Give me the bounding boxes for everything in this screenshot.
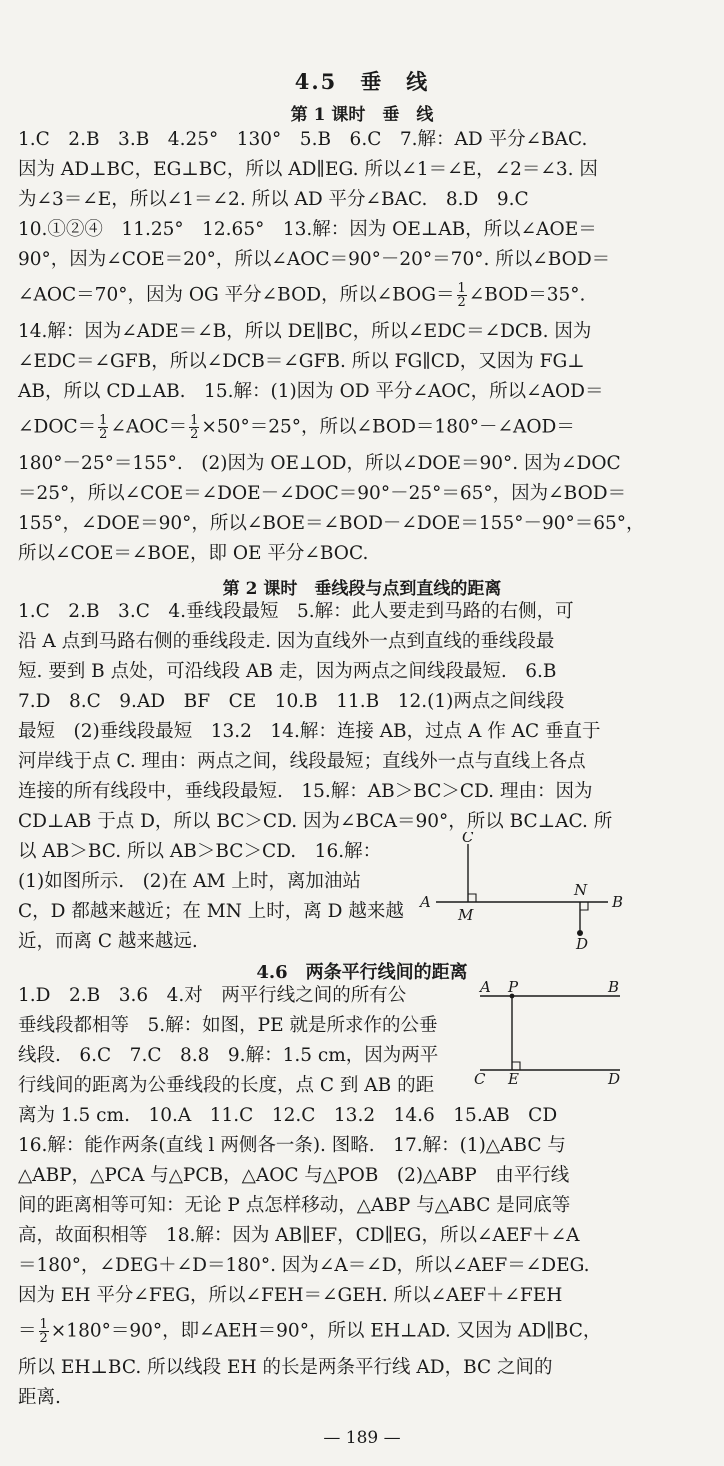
- text-line: 近，而离 C 越来越远.: [18, 931, 198, 952]
- text-line: 短. 要到 B 点处，可沿线段 AB 走，因为两点之间线段最短. 6.B: [18, 661, 557, 682]
- text-line: 连接的所有线段中，垂线段最短. 15.解：AB＞BC＞CD. 理由：因为: [18, 781, 593, 802]
- fraction: [457, 282, 467, 309]
- text-segment: ×50°＝25°，所以∠BOD＝180°－∠AOD＝: [201, 416, 575, 438]
- page-number: — 189 —: [323, 1428, 401, 1448]
- fraction-den: 2: [457, 295, 466, 310]
- label-d: D: [576, 935, 589, 950]
- text-line: 因为 EH 平分∠FEG，所以∠FEH＝∠GEH. 所以∠AEF＋∠FEH: [18, 1285, 563, 1306]
- text-segment: ∠AOC＝70°，因为 OG 平分∠BOD，所以∠BOG＝: [18, 284, 455, 306]
- fraction-num: 1: [190, 413, 199, 428]
- text-line: 因为 AD⊥BC，EG⊥BC，所以 AD∥EG. 所以∠1＝∠E，∠2＝∠3. 因: [18, 159, 598, 180]
- text-segment: ×180°＝90°，即∠AEH＝90°，所以 EH⊥AD. 又因为 AD∥BC，: [50, 1320, 602, 1342]
- text-line: 180°－25°＝155°. (2)因为 OE⊥OD，所以∠DOE＝90°. 因为∠DOC: [18, 453, 621, 474]
- text-line: 线段. 6.C 7.C 8.8 9.解：1.5 cm，因为两平: [18, 1045, 439, 1066]
- text-line: CD⊥AB 于点 D，所以 BC＞CD. 因为∠BCA＝90°，所以 BC⊥AC. 所: [18, 811, 613, 832]
- lesson1-title: 第 1 课时 垂 线: [290, 105, 434, 125]
- text-line: 河岸线于点 C. 理由：两点之间，线段最短；直线外一点与直线上各点: [18, 751, 586, 772]
- label-c: C: [474, 1070, 486, 1084]
- figure-perpendicular-distance: [418, 832, 630, 950]
- label-b: B: [612, 893, 624, 911]
- text-line: 10.①②④ 11.25° 12.65° 13.解：因为 OE⊥AB，所以∠AOE＝: [18, 219, 597, 240]
- text-line: 垂线段都相等 5.解：如图，PE 就是所求作的公垂: [18, 1015, 438, 1036]
- text-line: 1.C 2.B 3.C 4.垂线段最短 5.解：此人要走到马路的右侧，可: [18, 601, 574, 622]
- label-p: P: [508, 978, 519, 996]
- fraction: [189, 414, 199, 441]
- text-line: △ABP，△PCA 与△PCB，△AOC 与△POB (2)△ABP 由平行线: [18, 1165, 570, 1186]
- text-line: 1.D 2.B 3.6 4.对 两平行线之间的所有公: [18, 985, 407, 1006]
- text-line: 为∠3＝∠E，所以∠1＝∠2. 所以 AD 平分∠BAC. 8.D 9.C: [18, 189, 529, 210]
- text-line: 所以∠COE＝∠BOE，即 OE 平分∠BOC.: [18, 543, 369, 564]
- text-line: 155°，∠DOE＝90°，所以∠BOE＝∠BOD－∠DOE＝155°－90°＝65°，: [18, 513, 645, 534]
- text-line: 所以 EH⊥BC. 所以线段 EH 的长是两条平行线 AD，BC 之间的: [18, 1357, 553, 1378]
- label-a: A: [420, 893, 431, 911]
- label-c: C: [462, 832, 474, 846]
- text-line: 沿 A 点到马路右侧的垂线段走. 因为直线外一点到直线的垂线段最: [18, 631, 555, 652]
- text-line: ∠EDC＝∠GFB，所以∠DCB＝∠GFB. 所以 FG∥CD，又因为 FG⊥: [18, 351, 585, 372]
- section-title-4-6: 4.6 两条平行线间的距离: [256, 962, 468, 983]
- label-e: E: [508, 1070, 519, 1084]
- fraction-num: 1: [457, 281, 466, 296]
- fraction-den: 2: [99, 427, 108, 442]
- fraction-den: 2: [190, 427, 199, 442]
- text-segment: ∠DOC＝: [18, 416, 97, 438]
- label-n: N: [574, 881, 588, 899]
- text-line: 行线间的距离为公垂线段的长度，点 C 到 AB 的距: [18, 1075, 435, 1096]
- fraction: [39, 1318, 49, 1345]
- right-angle-mark: [468, 894, 476, 902]
- text-segment: ∠AOC＝: [110, 416, 188, 438]
- label-a: A: [480, 978, 491, 996]
- label-d: D: [608, 1070, 621, 1084]
- text-line: ＝25°，所以∠COE＝∠DOE－∠DOC＝90°－25°＝65°，因为∠BOD＝: [18, 483, 627, 504]
- fraction-den: 2: [39, 1331, 48, 1346]
- text-line: 7.D 8.C 9.AD BF CE 10.B 11.B 12.(1)两点之间线段: [18, 691, 565, 712]
- text-line: ＝180°，∠DEG＋∠D＝180°. 因为∠A＝∠D，所以∠AEF＝∠DEG.: [18, 1255, 590, 1276]
- text-line: AB，所以 CD⊥AB. 15.解：(1)因为 OD 平分∠AOC，所以∠AOD＝: [18, 381, 604, 402]
- text-line: 1.C 2.B 3.B 4.25° 130° 5.B 6.C 7.解：AD 平分∠BAC.: [18, 129, 588, 150]
- text-line: 16.解：能作两条(直线 l 两侧各一条). 图略. 17.解：(1)△ABC 与: [18, 1135, 566, 1156]
- fraction: [98, 414, 108, 441]
- text-line: (1)如图所示. (2)在 AM 上时，离加油站: [18, 871, 361, 892]
- lesson2-title: 第 2 课时 垂线段与点到直线的距离: [222, 579, 502, 599]
- text-line: 90°，因为∠COE＝20°，所以∠AOC＝90°－20°＝70°. 所以∠BOD＝: [18, 249, 611, 270]
- text-line: 距离.: [18, 1387, 61, 1408]
- text-line: 高，故面积相等 18.解：因为 AB∥EF，CD∥EG，所以∠AEF＋∠A: [18, 1225, 580, 1246]
- right-angle-mark: [512, 1062, 520, 1070]
- text-line: 14.解：因为∠ADE＝∠B，所以 DE∥BC，所以∠EDC＝∠DCB. 因为: [18, 321, 592, 342]
- label-m: M: [458, 906, 474, 924]
- text-line-with-fraction: [18, 1318, 601, 1345]
- text-line-with-fraction: [18, 414, 575, 441]
- label-b: B: [608, 978, 620, 996]
- text-line: 以 AB＞BC. 所以 AB＞BC＞CD. 16.解：: [18, 841, 382, 862]
- figure-parallel-distance: [470, 976, 630, 1084]
- text-line-with-fraction: [18, 282, 585, 309]
- text-segment: ∠BOD＝35°.: [468, 284, 586, 306]
- section-title-4-5: 4.5 垂 线: [294, 69, 430, 94]
- right-angle-mark: [580, 902, 588, 910]
- text-line: C，D 都越来越近；在 MN 上时，离 D 越来越: [18, 901, 404, 922]
- text-segment: ＝: [18, 1320, 37, 1342]
- text-line: 间的距离相等可知：无论 P 点怎样移动，△ABP 与△ABC 是同底等: [18, 1195, 571, 1216]
- text-line: 离为 1.5 cm. 10.A 11.C 12.C 13.2 14.6 15.AB CD: [18, 1105, 558, 1126]
- fraction-num: 1: [99, 413, 108, 428]
- text-line: 最短 (2)垂线段最短 13.2 14.解：连接 AB，过点 A 作 AC 垂直于: [18, 721, 601, 742]
- fraction-num: 1: [39, 1317, 48, 1332]
